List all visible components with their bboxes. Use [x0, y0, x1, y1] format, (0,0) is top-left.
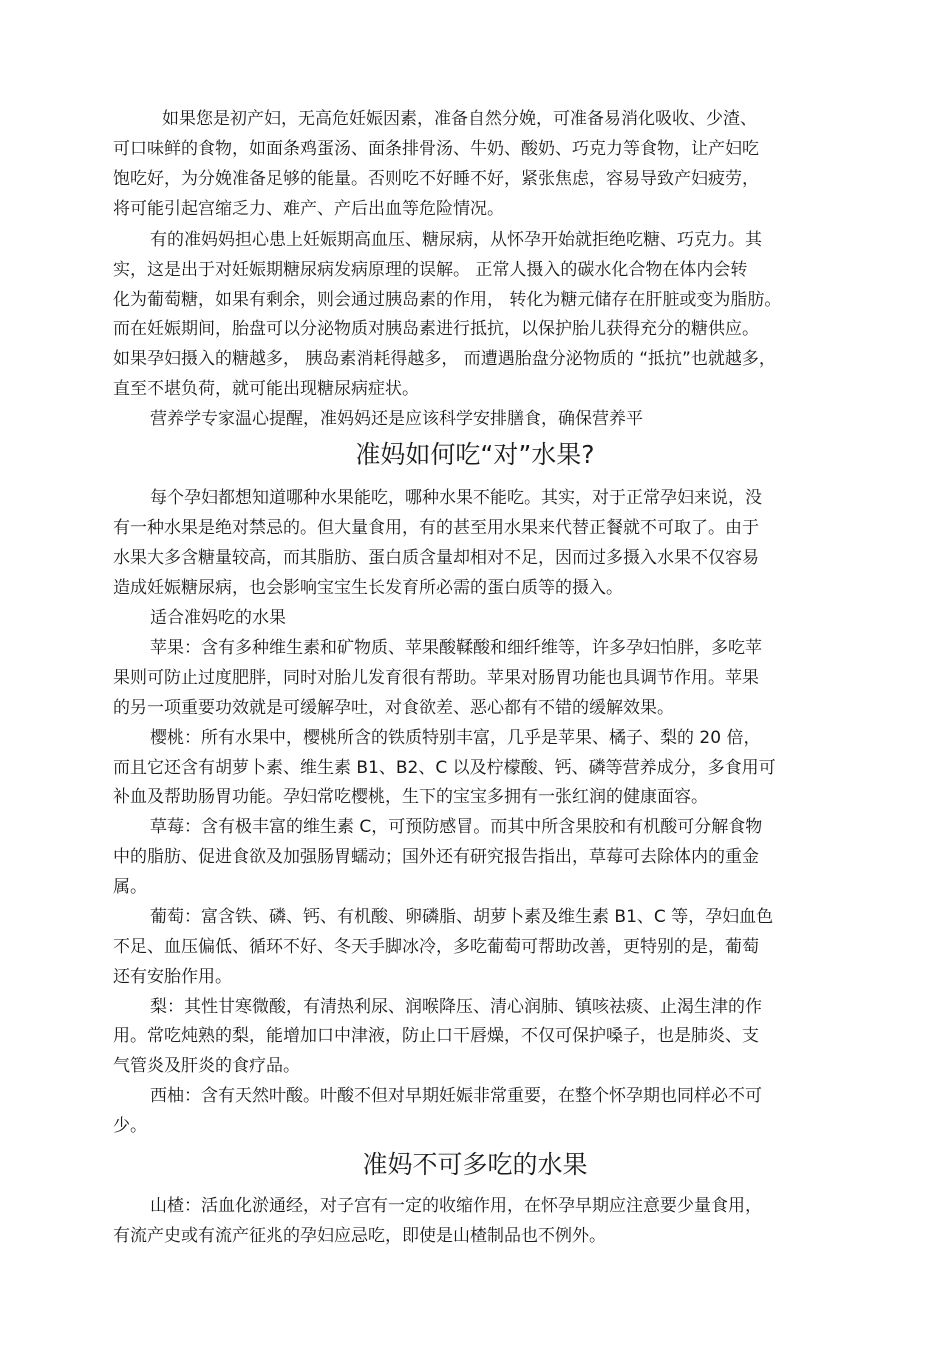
paragraph-line: 梨：其性甘寒微酸，有清热利尿、润喉降压、清心润肺、镇咳祛痰、止渴生津的作 — [150, 997, 762, 1017]
paragraph-line: 苹果：含有多种维生素和矿物质、苹果酸鞣酸和细纤维等，许多孕妇怕胖，多吃苹 — [150, 638, 762, 658]
paragraph-line: 草莓：含有极丰富的维生素 C，可预防感冒。而其中所含果胶和有机酸可分解食物 — [150, 817, 763, 837]
paragraph-line: 补血及帮助肠胃功能。孕妇常吃樱桃，生下的宝宝多拥有一张红润的健康面容。 — [113, 787, 708, 807]
paragraph-line: 可口味鲜的食物，如面条鸡蛋汤、面条排骨汤、牛奶、酸奶、巧克力等食物，让产妇吃 — [113, 139, 759, 159]
section-heading: 准妈如何吃“对”水果? — [355, 440, 595, 469]
paragraph-line: 有的准妈妈担心患上妊娠期高血压、糖尿病，从怀孕开始就拒绝吃糖、巧克力。其 — [150, 230, 762, 250]
paragraph-line: 气管炎及肝炎的食疗品。 — [113, 1056, 300, 1076]
paragraph-line: 属。 — [113, 877, 147, 897]
paragraph-line: 直至不堪负荷，就可能出现糖尿病症状。 — [113, 379, 419, 399]
paragraph-line: 中的脂肪、促进食欲及加强肠胃蠕动；国外还有研究报告指出，草莓可去除体内的重金 — [113, 847, 759, 867]
paragraph-line: 化为葡萄糖，如果有剩余，则会通过胰岛素的作用， 转化为糖元储存在肝脏或变为脂肪。 — [113, 290, 782, 310]
paragraph-line: 如果孕妇摄入的糖越多， 胰岛素消耗得越多， 而遭遇胎盘分泌物质的 “抵抗”也就越多， — [113, 349, 776, 369]
section-heading: 准妈不可多吃的水果 — [362, 1150, 588, 1179]
paragraph-line: 营养学专家温心提醒，准妈妈还是应该科学安排膳食，确保营养平 — [150, 409, 643, 429]
paragraph-line: 的另一项重要功效就是可缓解孕吐，对食欲差、恶心都有不错的缓解效果。 — [113, 698, 674, 718]
paragraph-line: 将可能引起宫缩乏力、难产、产后出血等危险情况。 — [113, 199, 504, 219]
paragraph-line: 不足、血压偏低、循环不好、冬天手脚冰冷，多吃葡萄可帮助改善，更特别的是，葡萄 — [113, 937, 759, 957]
paragraph-line: 饱吃好，为分娩准备足够的能量。否则吃不好睡不好，紧张焦虑，容易导致产妇疲劳， — [113, 169, 759, 189]
subheading-line: 适合准妈吃的水果 — [150, 608, 286, 628]
paragraph-line: 葡萄：富含铁、磷、钙、有机酸、卵磷脂、胡萝卜素及维生素 B1、C 等，孕妇血色 — [150, 907, 774, 927]
paragraph-line: 少。 — [113, 1116, 147, 1136]
paragraph-line: 实，这是出于对妊娠期糖尿病发病原理的误解。 正常人摄入的碳水化合物在体内会转 — [113, 260, 748, 280]
paragraph-line: 用。常吃炖熟的梨，能增加口中津液，防止口干唇燥，不仅可保护嗓子，也是肺炎、支 — [113, 1026, 759, 1046]
paragraph-line: 而且它还含有胡萝卜素、维生素 B1、B2、C 以及柠檬酸、钙、磷等营养成分，多食用可 — [113, 758, 776, 778]
paragraph-line: 还有安胎作用。 — [113, 967, 232, 987]
paragraph-line: 而在妊娠期间，胎盘可以分泌物质对胰岛素进行抵抗，以保护胎儿获得充分的糖供应。 — [113, 319, 759, 339]
paragraph-line: 造成妊娠糖尿病，也会影响宝宝生长发育所必需的蛋白质等的摄入。 — [113, 578, 623, 598]
paragraph-line: 樱桃：所有水果中，樱桃所含的铁质特别丰富，几乎是苹果、橘子、梨的 20 倍， — [150, 728, 761, 748]
paragraph-line: 如果您是初产妇，无高危妊娠因素，准备自然分娩，可准备易消化吸收、少渣、 — [162, 109, 757, 129]
paragraph-line: 西柚：含有天然叶酸。叶酸不但对早期妊娠非常重要，在整个怀孕期也同样必不可 — [150, 1086, 762, 1106]
paragraph-line: 有流产史或有流产征兆的孕妇应忌吃，即使是山楂制品也不例外。 — [113, 1226, 606, 1246]
paragraph-line: 有一种水果是绝对禁忌的。但大量食用，有的甚至用水果来代替正餐就不可取了。由于 — [113, 518, 759, 538]
paragraph-line: 每个孕妇都想知道哪种水果能吃，哪种水果不能吃。其实，对于正常孕妇来说，没 — [150, 488, 762, 508]
paragraph-line: 果则可防止过度肥胖，同时对胎儿发育很有帮助。苹果对肠胃功能也具调节作用。苹果 — [113, 668, 759, 688]
paragraph-line: 山楂：活血化淤通经，对子宫有一定的收缩作用，在怀孕早期应注意要少量食用， — [150, 1196, 762, 1216]
paragraph-line: 水果大多含糖量较高，而其脂肪、蛋白质含量却相对不足，因而过多摄入水果不仅容易 — [113, 548, 759, 568]
